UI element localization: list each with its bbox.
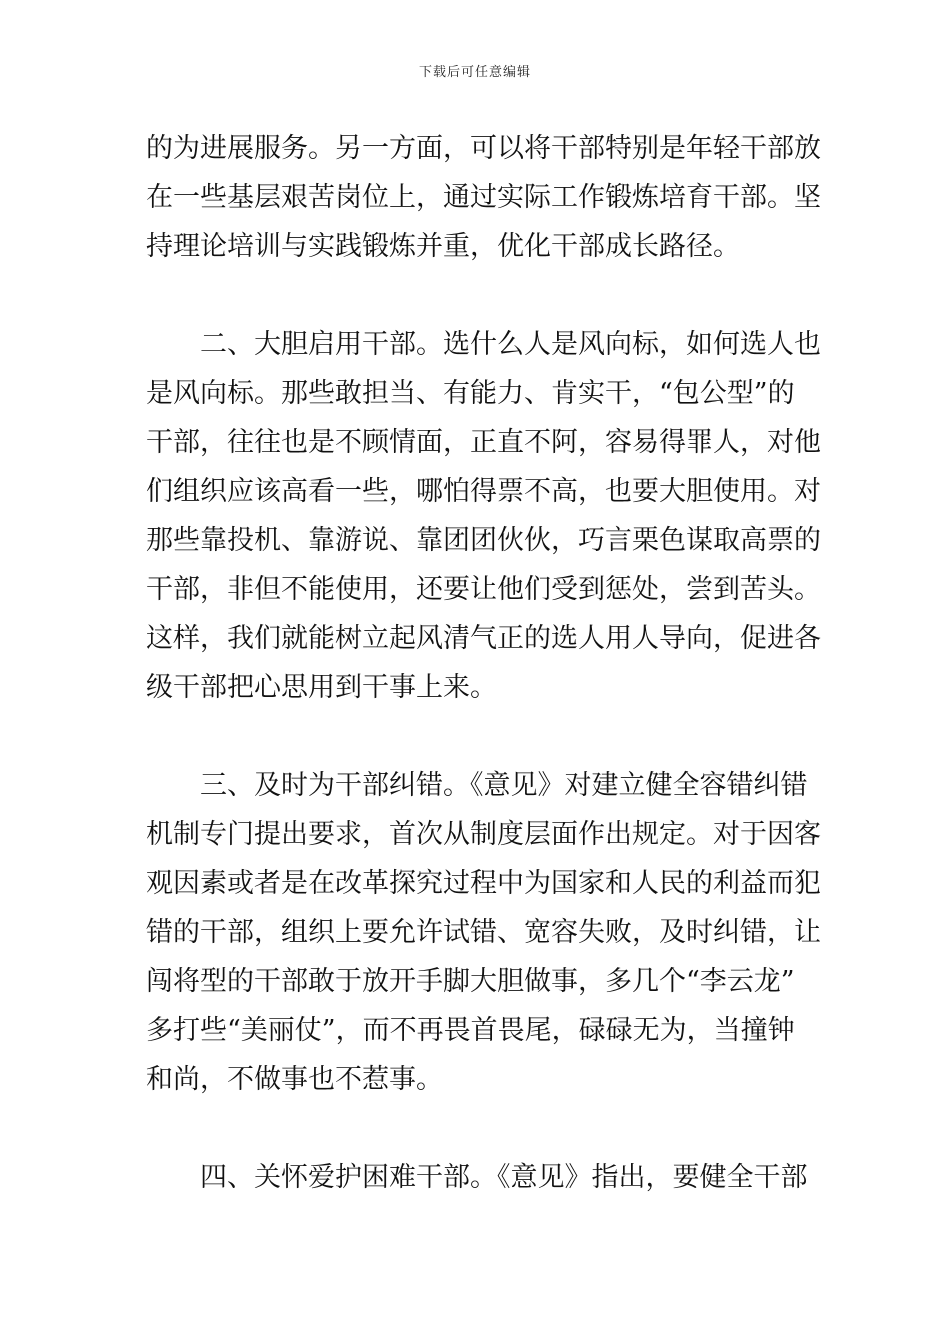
text-line: 干部，往往也是不顾情面，正直不阿，容易得罪人，对他 [146,427,821,458]
text-line: 在一些基层艰苦岗位上，通过实际工作锻炼培育干部。坚 [146,182,821,213]
text-line: 的为进展服务。另一方面，可以将干部特别是年轻干部放 [146,133,821,164]
paragraph-continued [146,124,821,271]
paragraph-gap [146,271,808,320]
text-line: 和尚，不做事也不惹事。 [146,1064,443,1095]
text-line: 是风向标。那些敢担当、有能力、肯实干，“包公型”的 [146,378,795,409]
text-line: 们组织应该高看一些，哪怕得票不高，也要大胆使用。对 [146,476,821,507]
text-line: 闯将型的干部敢于放开手脚大胆做事，多几个“李云龙” [146,966,795,997]
text-line: 多打些“美丽仗”，而不再畏首畏尾，碌碌无为，当撞钟 [146,1015,795,1046]
text-line: 这样，我们就能树立起风清气正的选人用人导向，促进各 [146,623,821,654]
text-line: 干部，非但不能使用，还要让他们受到惩处，尝到苦头。 [146,574,821,605]
paragraph-2 [146,320,821,712]
text-line: 四、关怀爱护困难干部。《意见》指出，要健全干部 [200,1162,808,1193]
paragraph-gap [146,712,808,761]
text-line: 二、大胆启用干部。选什么人是风向标，如何选人也 [200,329,821,360]
paragraph-3 [146,761,821,1104]
text-line: 观因素或者是在改革探究过程中为国家和人民的利益而犯 [146,868,821,899]
text-line: 那些靠投机、靠游说、靠团团伙伙，巧言栗色谋取高票的 [146,525,821,556]
text-line: 级干部把心思用到干事上来。 [146,672,497,703]
text-line: 机制专门提出要求，首次从制度层面作出规定。对于因客 [146,819,821,850]
paragraph-gap [146,1104,808,1153]
page-header: 下载后可任意编辑 [418,65,531,80]
text-line: 错的干部，组织上要允许试错、宽容失败，及时纠错，让 [146,917,821,948]
text-line: 持理论培训与实践锻炼并重，优化干部成长路径。 [146,231,740,262]
paragraph-4 [146,1153,808,1202]
document-body [146,124,821,1202]
text-line: 三、及时为干部纠错。《意见》对建立健全容错纠错 [200,770,808,801]
